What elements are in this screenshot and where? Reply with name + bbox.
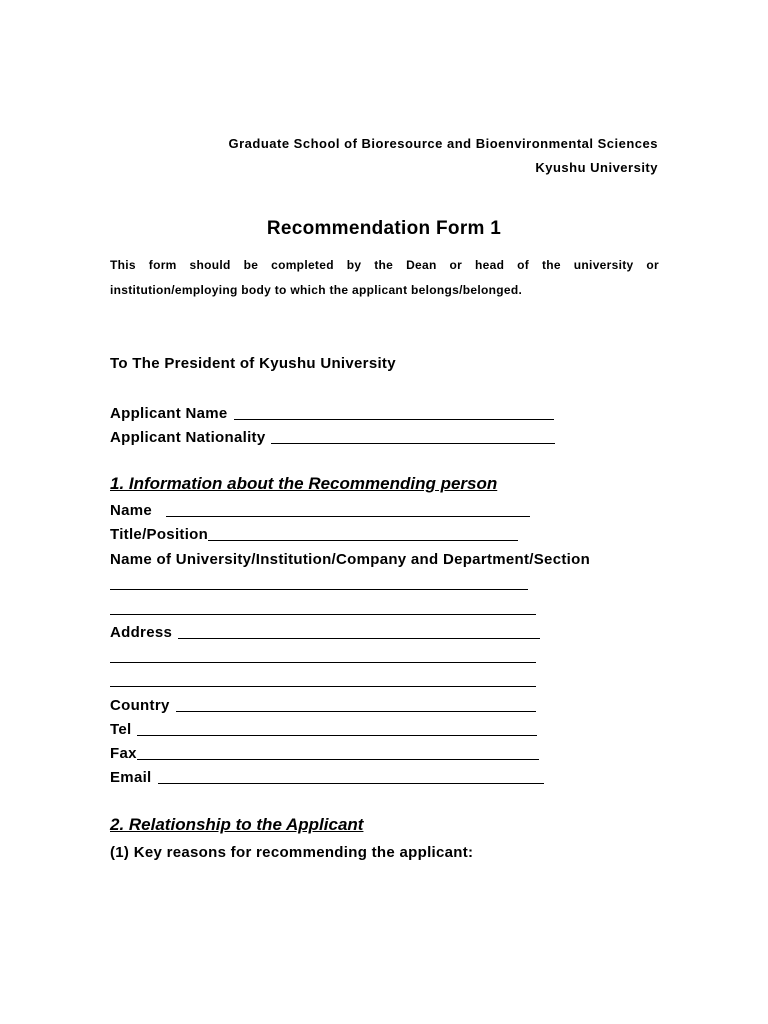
- address-field-1[interactable]: [178, 624, 540, 639]
- institution-field-1[interactable]: [110, 575, 528, 590]
- recommender-name-field[interactable]: [166, 502, 530, 517]
- addressee-text: To The President of Kyushu University: [110, 355, 396, 372]
- title-position-field[interactable]: [208, 526, 518, 541]
- recommender-name-row: [110, 499, 530, 519]
- intro-line-1: This form should be completed by the Dean or head of the university or: [110, 258, 659, 272]
- addressee: [110, 352, 396, 372]
- applicant-name-field[interactable]: [234, 405, 554, 420]
- email-label: Email: [110, 769, 152, 786]
- applicant-nationality-field[interactable]: [271, 429, 555, 444]
- country-row: [110, 694, 536, 714]
- address-field-3[interactable]: [110, 672, 536, 687]
- address-row: [110, 621, 540, 641]
- form-title: Recommendation Form 1: [266, 218, 502, 239]
- applicant-name-row: [110, 402, 554, 422]
- institution-line-1: [110, 572, 528, 592]
- institution-field-2[interactable]: [110, 600, 536, 615]
- fax-label: Fax: [110, 745, 137, 762]
- institution-line-2: [110, 597, 536, 617]
- institution-row: [110, 548, 590, 568]
- fax-field[interactable]: [137, 745, 539, 760]
- tel-field[interactable]: [137, 721, 537, 736]
- email-field[interactable]: [158, 769, 544, 784]
- address-line-3: [110, 669, 536, 689]
- recommender-name-label: Name: [110, 502, 153, 519]
- applicant-nationality-row: [110, 426, 555, 446]
- institution-label: Name of University/Institution/Company and Department/Section: [110, 551, 591, 568]
- fax-row: [110, 742, 539, 762]
- tel-label: Tel: [110, 721, 132, 738]
- university-name: Kyushu University: [535, 160, 658, 175]
- country-field[interactable]: [176, 697, 536, 712]
- section-1-heading: 1. Information about the Recommending person: [110, 474, 498, 493]
- address-label: Address: [110, 624, 173, 641]
- section-2-heading: 2. Relationship to the Applicant: [110, 815, 364, 834]
- applicant-name-label: Applicant Name: [110, 405, 228, 422]
- intro-line-2: institution/employing body to which the applicant belongs/belonged.: [110, 283, 523, 297]
- title-position-row: [110, 523, 518, 543]
- applicant-nationality-label: Applicant Nationality: [110, 429, 266, 446]
- tel-row: [110, 718, 537, 738]
- email-row: [110, 766, 544, 786]
- key-reasons-label: (1) Key reasons for recommending the applicant:: [110, 844, 474, 861]
- key-reasons-row: [110, 841, 473, 861]
- school-name: Graduate School of Bioresource and Bioenvironmental Sciences: [228, 136, 658, 151]
- country-label: Country: [110, 697, 170, 714]
- address-line-2: [110, 645, 536, 665]
- address-field-2[interactable]: [110, 648, 536, 663]
- title-position-label: Title/Position: [110, 526, 209, 543]
